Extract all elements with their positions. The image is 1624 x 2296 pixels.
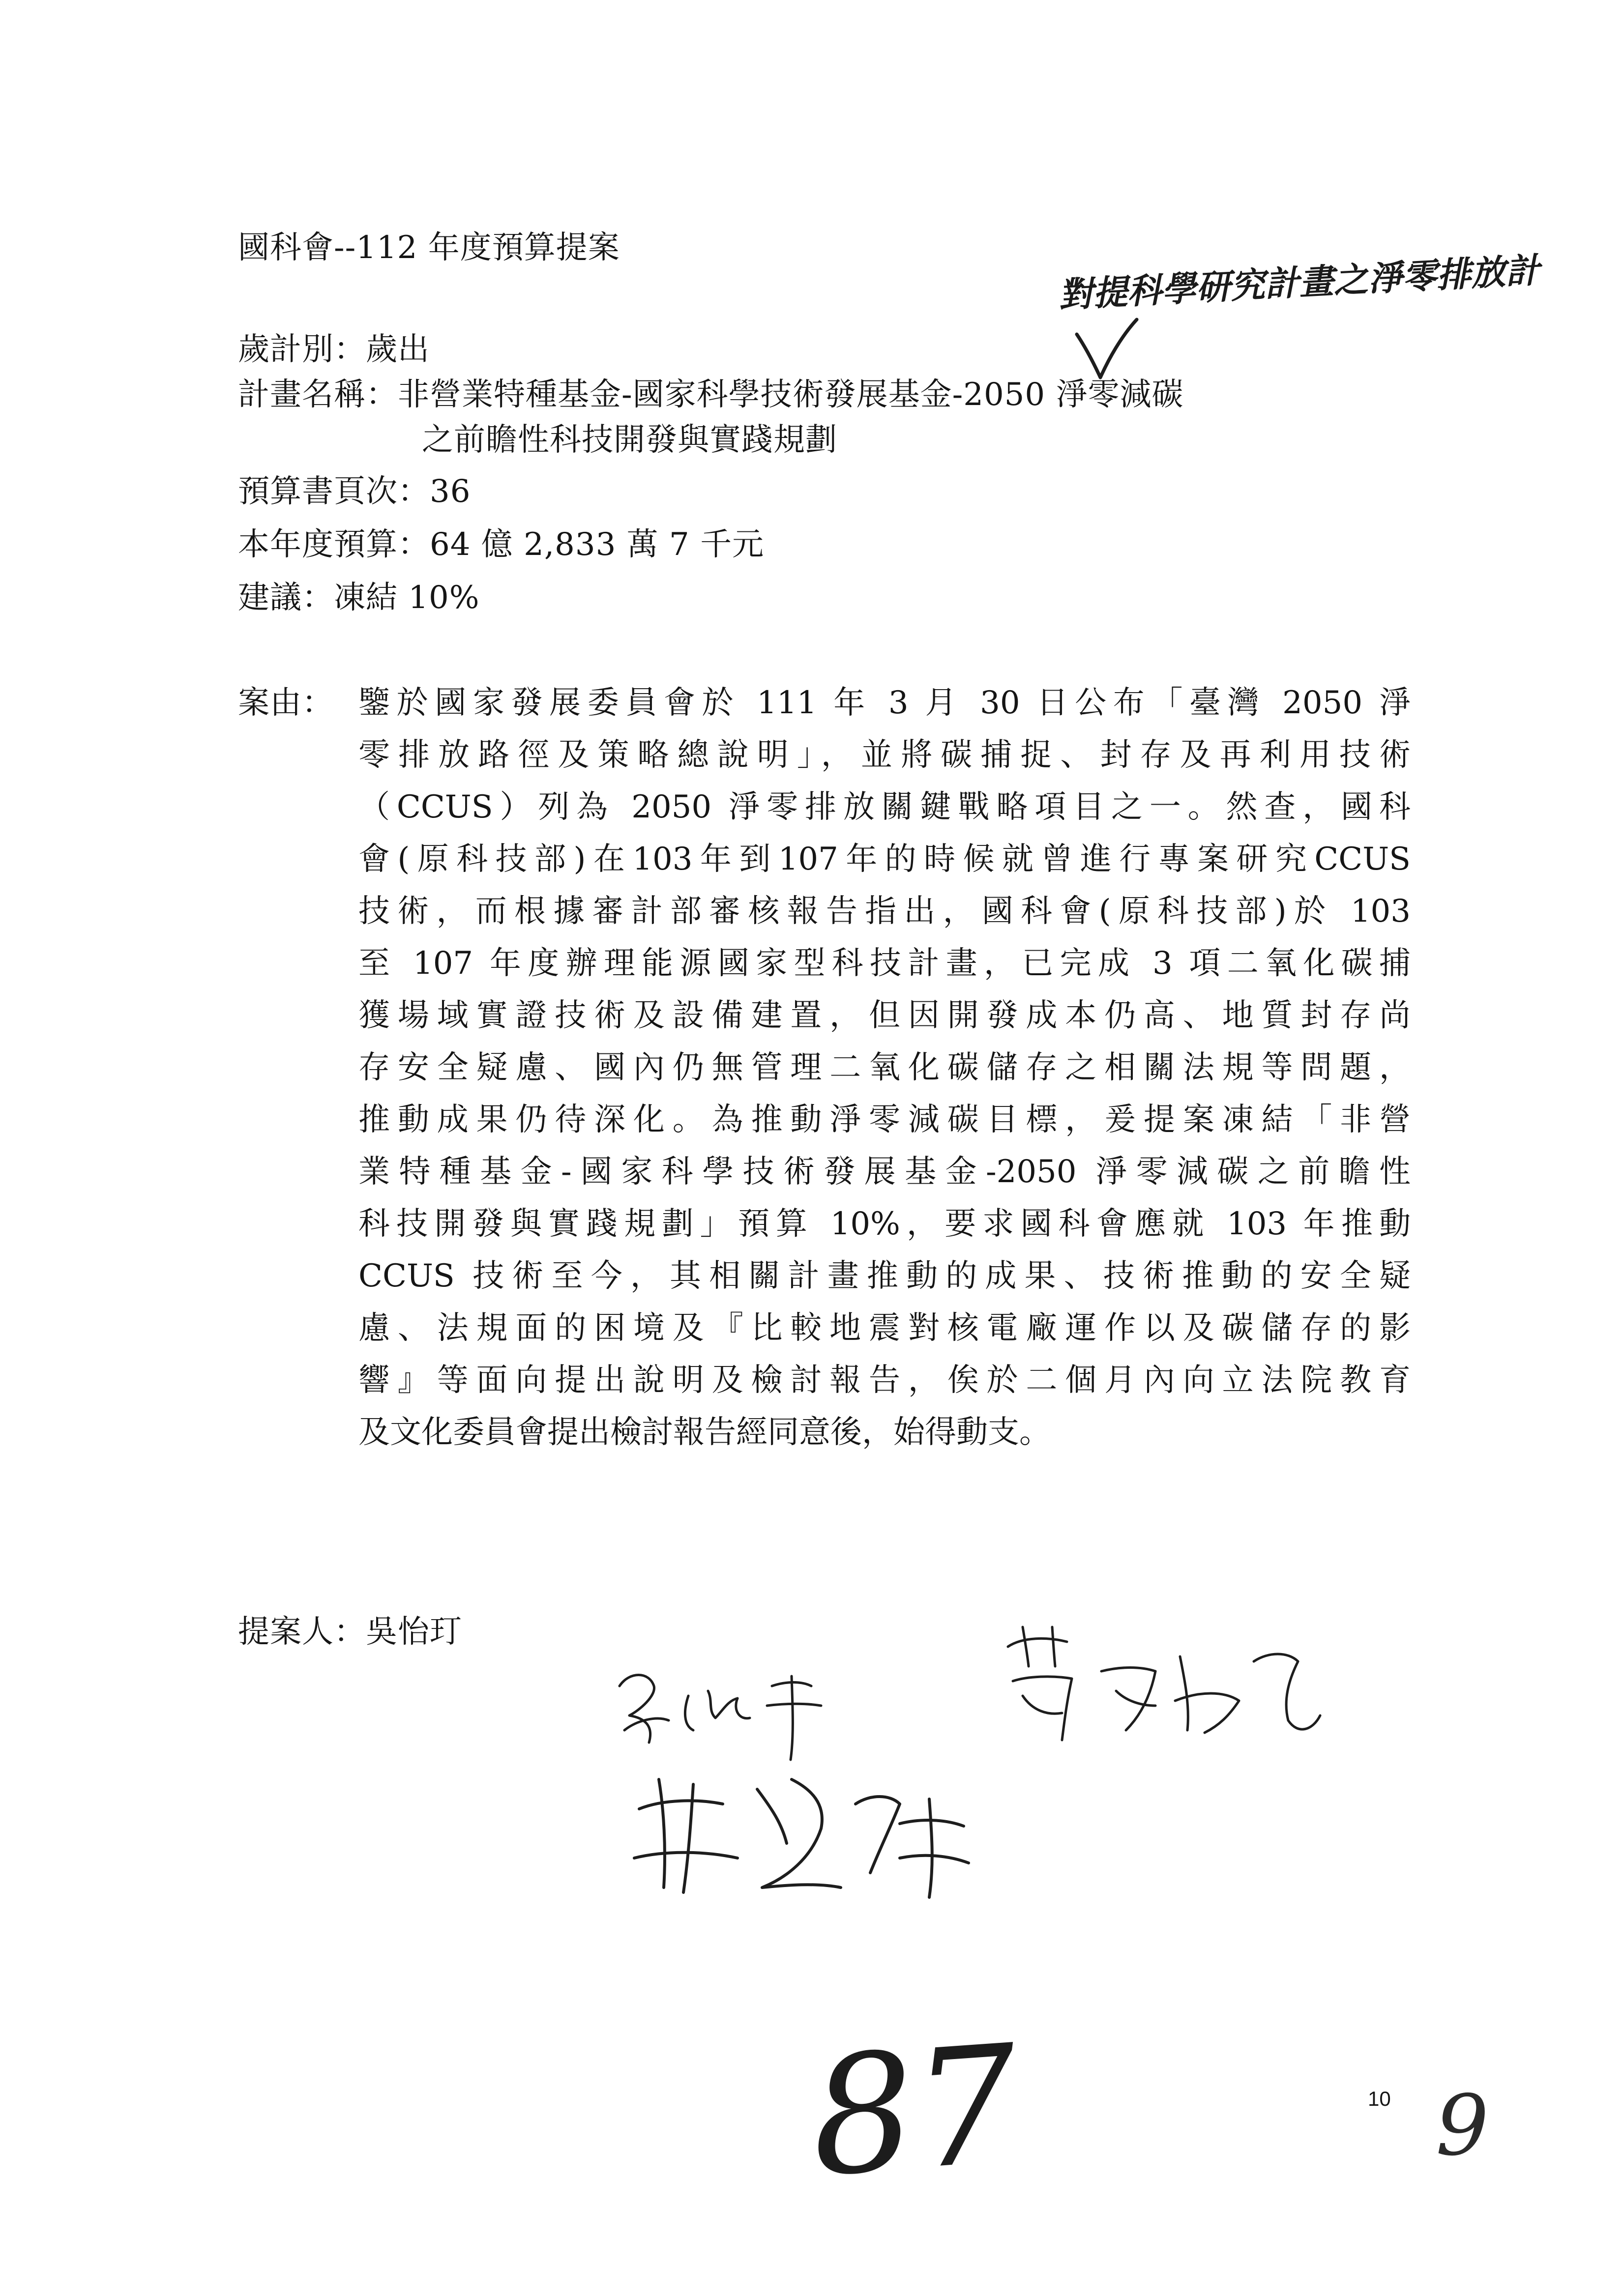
insertion-caret-mark [1072, 315, 1141, 388]
reason-line: 至 107 年度辦理能源國家型科技計畫，已完成 3 項二氧化碳捕 [358, 945, 1411, 982]
signature-three [624, 1750, 978, 1907]
reason-line: CCUS 技術至今，其相關計畫推動的成果、技術推動的安全疑 [358, 1258, 1411, 1294]
reason-line: 響』等面向提出說明及檢討報告，俟於二個月內向立法院教育 [358, 1362, 1411, 1398]
reason-line: （CCUS）列為 2050 淨零排放關鍵戰略項目之一。然查，國科 [358, 789, 1411, 825]
page-number: 10 [1368, 2087, 1391, 2110]
reason-line: 技術，而根據審計部審核報告指出，國科會(原科技部)於 103 [358, 893, 1411, 930]
account-type-field: 歲計別：歲出 [238, 331, 430, 368]
handwritten-page-mark: 87 [805, 2009, 1024, 2213]
reason-line: 及文化委員會提出檢討報告經同意後，始得動支。 [358, 1414, 1051, 1451]
reason-line: 會(原科技部)在103年到107年的時候就曾進行專案研究CCUS [358, 841, 1411, 877]
reason-line: 鑒於國家發展委員會於 111 年 3 月 30 日公布「臺灣 2050 淨 [358, 685, 1411, 721]
signature-one [610, 1657, 885, 1765]
plan-name-continuation: 之前瞻性科技開發與實踐規劃 [422, 422, 837, 458]
signature-two [993, 1617, 1328, 1765]
reason-line: 業特種基金-國家科學技術發展基金-2050 淨零減碳之前瞻性 [358, 1154, 1411, 1190]
reason-label: 案由： [238, 685, 334, 721]
reason-line: 慮、法規面的困境及『比較地震對核電廠運作以及碳儲存的影 [358, 1310, 1411, 1346]
handwritten-insertion-note: 對提科學研究計畫之淨零排放計 [1057, 250, 1541, 316]
document-header: 國科會--112 年度預算提案 [238, 230, 620, 266]
reason-line: 推動成果仍待深化。為推動淨零減碳目標，爰提案凍結「非營 [358, 1102, 1411, 1138]
handwritten-corner-mark: 9 [1436, 2077, 1489, 2175]
reason-line: 存安全疑慮、國內仍無管理二氧化碳儲存之相關法規等問題， [358, 1049, 1411, 1086]
reason-body [358, 677, 1411, 1458]
reason-line: 獲場域實證技術及設備建置，但因開發成本仍高、地質封存尚 [358, 997, 1411, 1034]
proposer-field: 提案人：吳怡玎 [238, 1614, 462, 1650]
reason-line: 零排放路徑及策略總說明」，並將碳捕捉、封存及再利用技術 [358, 737, 1411, 773]
annual-budget-field: 本年度預算：64 億 2,833 萬 7 千元 [238, 526, 765, 563]
budget-page-field: 預算書頁次：36 [238, 473, 471, 510]
suggestion-field: 建議：凍結 10% [238, 580, 480, 616]
plan-name-field: 計畫名稱：非營業特種基金-國家科學技術發展基金-2050 淨零減碳 [238, 377, 1184, 413]
reason-line: 科技開發與實踐規劃」預算 10%，要求國科會應就 103 年推動 [358, 1206, 1411, 1242]
